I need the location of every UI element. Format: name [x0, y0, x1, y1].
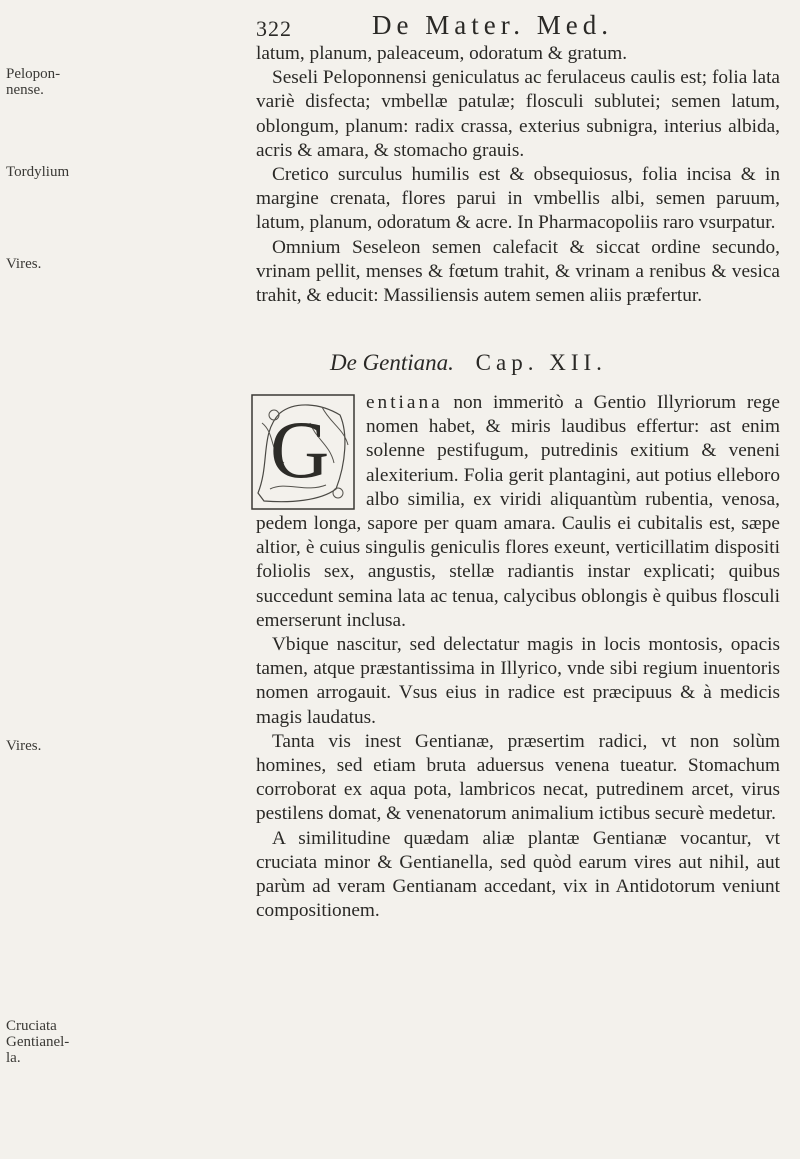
paragraph-body: non immeritò a Gentio Illyriorum rege nomen habet, & miris laudibus effertur: ast enim solenne pestifugum, putredinis exitium & veneni alexiterium. Folia gerit plantagini, aut potius elleboro albo similia, ex viridi aliquantùm rubentia, venosa, pedem longa, sapore per quam amara. Caulis ei cubitalis est, sæpe altior, è cuius singulis geniculis flores exeunt, verticillatim dispositi foliolis sex, angustis, stellæ radiantis instar explicati; quibus succedunt semina lata ac tenua, calycibus oblongis è quibus flosculi emerserunt inclusa.	[256, 392, 780, 631]
paragraph	[256, 391, 780, 633]
chapter-text	[256, 391, 780, 923]
chapter-title: De Gentiana.	[330, 350, 454, 375]
paragraph: Omnium Seseleon semen calefacit & siccat ordine secundo, vrinam pellit, menses & fœtum trahit, & vrinam a renibus & vesica trahit, & educit: Massiliensis autem semen aliis præfertur.	[256, 236, 780, 307]
paragraph: Vbique nascitur, sed delectatur magis in locis montosis, opacis tamen, atque præstantissima in Illyrico, vnde sibi regium inuentoris nomen arrogauit. Vsus eius in radice est præcipuus & à medicis magis laudatus.	[256, 634, 780, 728]
margin-note-vires: Vires.	[6, 256, 42, 272]
margin-note-peloponense: Pelopon-nense.	[6, 66, 61, 98]
chapter-number: Cap. XII.	[475, 350, 607, 375]
paragraph: latum, planum, paleaceum, odoratum & gratum.	[256, 43, 628, 64]
decorated-initial	[250, 393, 356, 511]
previous-section-text	[256, 42, 780, 308]
margin-note-vires: Vires.	[6, 738, 42, 754]
page-number: 322	[256, 16, 292, 41]
chapter-heading	[330, 350, 770, 386]
lead-word: entiana	[366, 392, 443, 413]
paragraph: Cretico surculus humilis est & obsequiosus, folia incisa & in margine crenata, flores parui in vmbellis albi, semen paruum, latum, planum, odoratum & acre. In Pharmacopoliis raro vsurpatur.	[256, 164, 780, 234]
margin-note-tordylium: Tordylium	[6, 164, 70, 180]
paragraph: Tanta vis inest Gentianæ, præsertim radici, vt non solùm homines, sed etiam bruta aduersus venena tueatur. Stomachum corroborat ex aqua pota, lambricos necat, putredinem arcet, virus pestilens domat, & venenatorum animalium ictibus securè medetur.	[256, 730, 780, 825]
running-title: De Mater. Med.	[372, 10, 613, 40]
initial-letter: G	[270, 404, 330, 495]
page-header	[256, 10, 776, 44]
margin-note-cruciata: Cruciata Gentianel-la.	[6, 1018, 70, 1066]
paragraph: A similitudine quædam aliæ plantæ Gentianæ vocantur, vt cruciata minor & Gentianella, sed quòd earum vires aut nihil, aut parùm ad veram Gentianam accedant, vix in Antidotorum veniunt compositionem.	[256, 827, 780, 922]
paragraph: Seseli Peloponnensi geniculatus ac ferulaceus caulis est; folia lata variè disfecta; vmbellæ patulæ; flosculi sublutei; semen latum, oblongum, planum: radix crassa, exterius subnigra, interius albida, acris & amara, & stomacho grauis.	[256, 67, 780, 161]
